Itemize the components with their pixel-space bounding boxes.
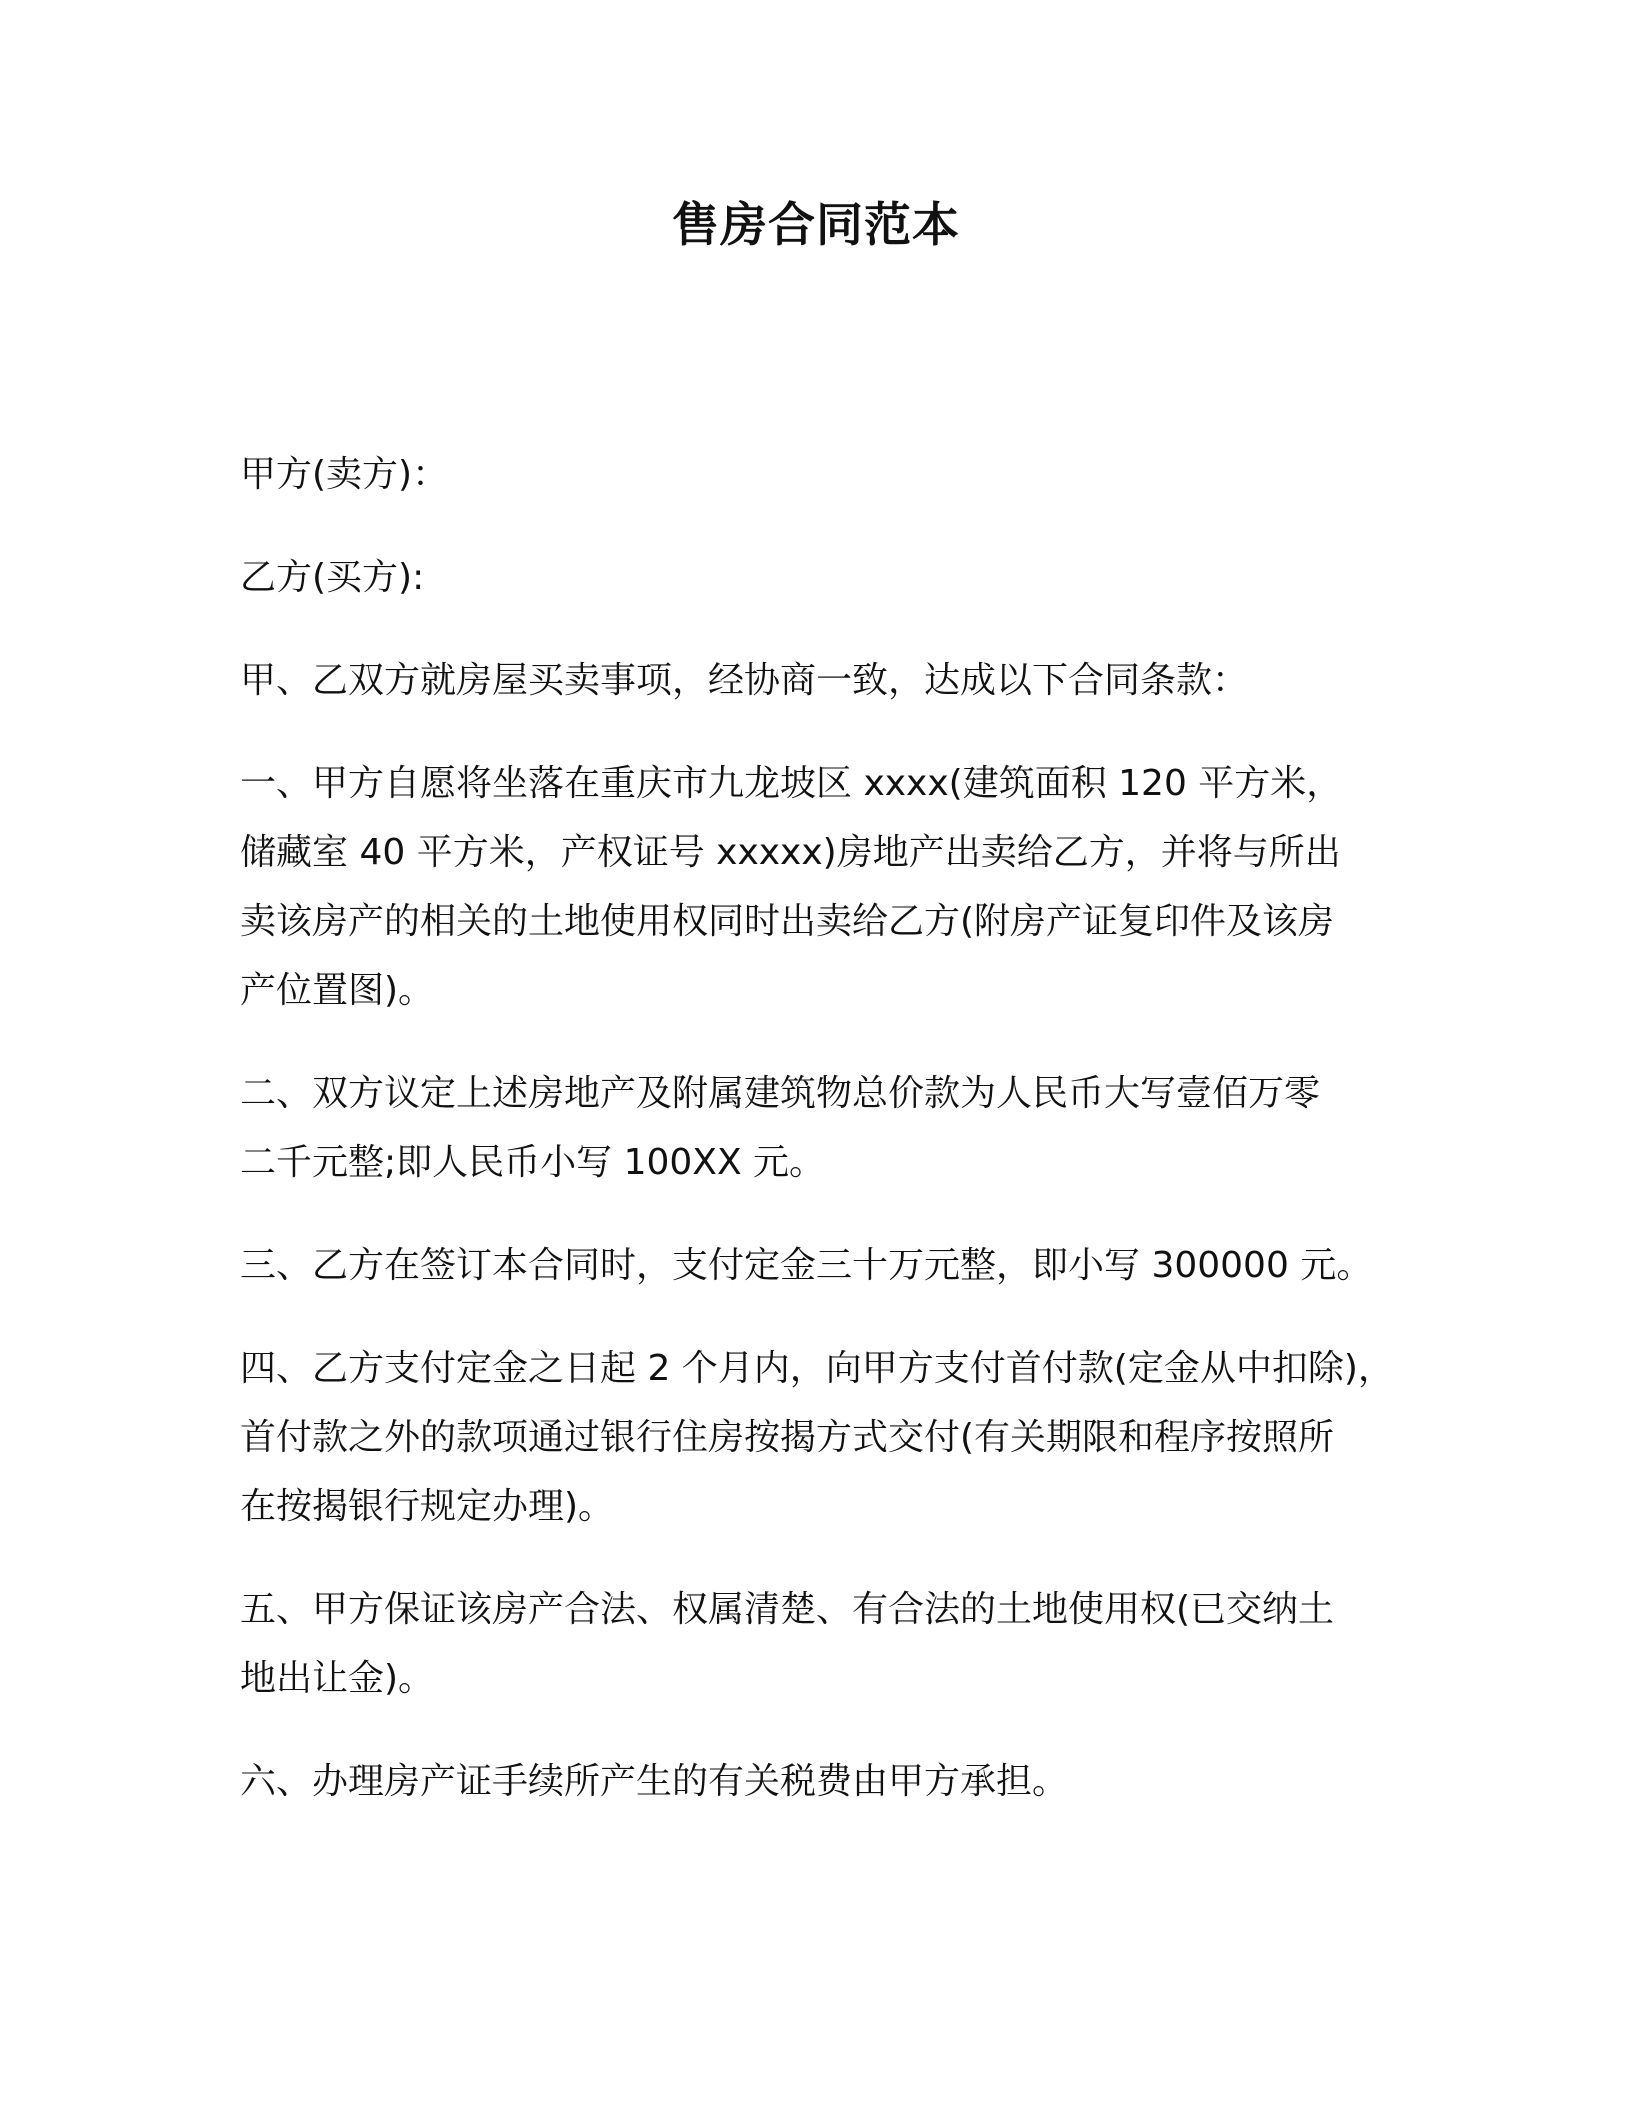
text-line: 甲、乙双方就房屋买卖事项，经协商一致，达成以下合同条款：: [240, 660, 1249, 701]
clause-1: [240, 749, 1420, 1025]
party-b-line: [240, 543, 1420, 612]
document-body: [240, 440, 1420, 1850]
text-line: 一、甲方自愿将坐落在重庆市九龙坡区 xxxx(建筑面积 120 平方米，: [240, 763, 1343, 804]
text-line: 首付款之外的款项通过银行住房按揭方式交付(有关期限和程序按照所: [240, 1417, 1335, 1458]
clause-3: [240, 1231, 1420, 1300]
text-line: 二千元整;即人民币小写 100XX 元。: [240, 1142, 826, 1183]
text-line: 五、甲方保证该房产合法、权属清楚、有合法的土地使用权(已交纳土: [240, 1589, 1335, 1630]
text-line: 四、乙方支付定金之日起 2 个月内，向甲方支付首付款(定金从中扣除)，: [240, 1348, 1394, 1389]
clause-2: [240, 1059, 1420, 1197]
document-title: 售房合同范本: [672, 198, 960, 253]
intro-paragraph: [240, 646, 1420, 715]
text-line: 乙方(买方):: [240, 557, 425, 598]
text-line: 储藏室 40 平方米，产权证号 xxxxx)房地产出卖给乙方，并将与所出: [240, 832, 1341, 873]
text-line: 六、办理房产证手续所产生的有关税费由甲方承担。: [240, 1761, 1069, 1802]
clause-6: [240, 1747, 1420, 1816]
text-line: 甲方(卖方)：: [240, 454, 449, 495]
text-line: 三、乙方在签订本合同时，支付定金三十万元整，即小写 300000 元。: [240, 1245, 1373, 1286]
clause-4: [240, 1334, 1420, 1541]
party-a-line: [240, 440, 1420, 509]
text-line: 二、双方议定上述房地产及附属建筑物总价款为人民币大写壹佰万零: [240, 1073, 1321, 1114]
text-line: 在按揭银行规定办理)。: [240, 1486, 615, 1527]
text-line: 卖该房产的相关的土地使用权同时出卖给乙方(附房产证复印件及该房: [240, 901, 1335, 942]
text-line: 产位置图)。: [240, 970, 435, 1011]
text-line: 地出让金)。: [240, 1658, 435, 1699]
clause-5: [240, 1575, 1420, 1713]
